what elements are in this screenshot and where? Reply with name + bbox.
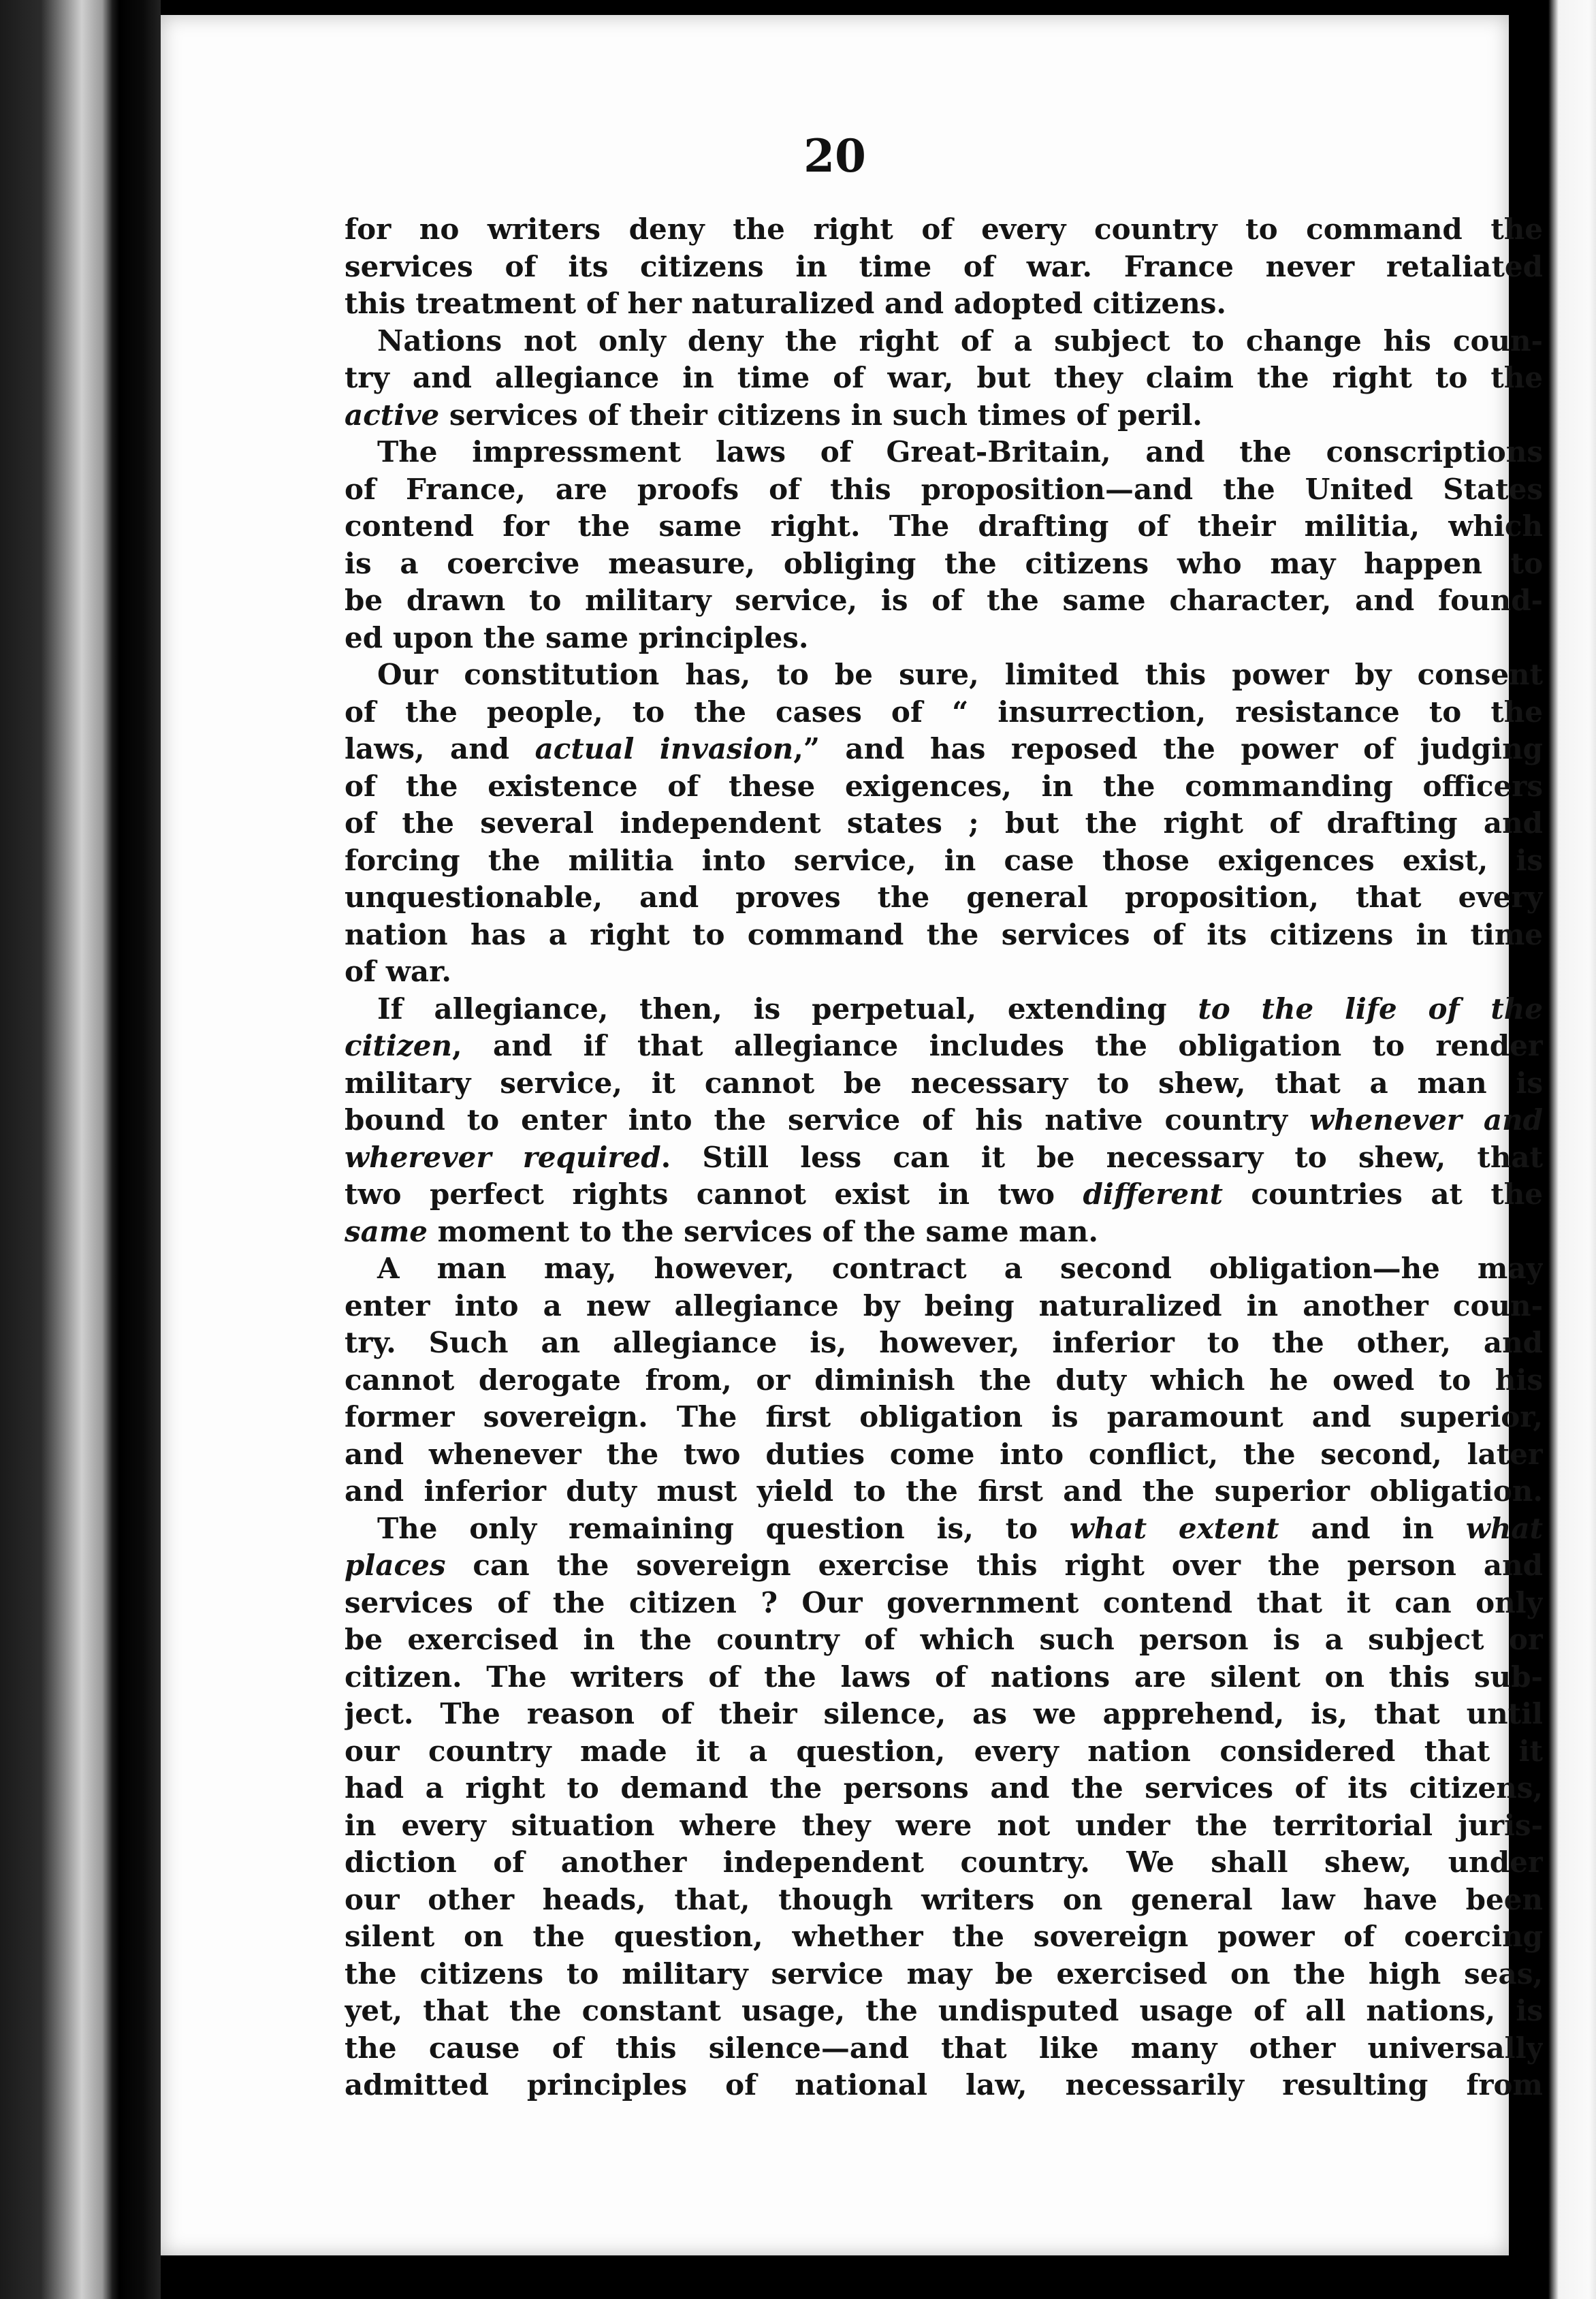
text-line: silent on the question, whether the sovereign power of coercing (345, 1920, 1543, 1953)
text-line: bound to enter into the service of his native country whenever and (345, 1103, 1543, 1137)
text-line: former sovereign. The first obligation is paramount and superior, (345, 1400, 1543, 1433)
text-line: of the several independent states ; but the right of drafting and (345, 806, 1543, 840)
text-line: wherever required. Still less can it be necessary to shew, that (345, 1140, 1543, 1174)
text-line: is a coercive measure, obliging the citizens who may happen to (345, 546, 1543, 580)
text-line: same moment to the services of the same man. (345, 1214, 1099, 1248)
book-page (161, 15, 1543, 2255)
text-line: services of the citizen ? Our government contend that it can only (345, 1585, 1543, 1619)
text-line: ject. The reason of their silence, as we apprehend, is, that until (345, 1697, 1543, 1730)
text-line: citizen. The writers of the laws of nations are silent on this sub- (345, 1660, 1543, 1694)
scan-left-edge (0, 0, 161, 2299)
text-line: The impressment laws of Great-Britain, and the conscriptions (377, 435, 1543, 469)
text-line: ed upon the same principles. (345, 620, 809, 654)
text-line: unquestionable, and proves the general proposition, that every (345, 881, 1543, 914)
text-line: the cause of this silence—and that like many other universally (345, 2031, 1543, 2065)
text-line: Nations not only deny the right of a subject to change his coun- (377, 323, 1543, 358)
text-line: enter into a new allegiance by being naturalized in another coun- (345, 1288, 1543, 1322)
text-line: Our constitution has, to be sure, limited this power by consent (377, 658, 1543, 691)
text-line: two perfect rights cannot exist in two different countries at the (345, 1177, 1543, 1211)
text-line: for no writers deny the right of every country to command the (345, 212, 1543, 246)
text-line: active services of their citizens in such times of peril. (345, 398, 1202, 432)
text-line: and inferior duty must yield to the first and the superior obligation. (345, 1474, 1543, 1508)
text-line: citizen, and if that allegiance includes the obligation to render (345, 1029, 1543, 1062)
text-line: the citizens to military service may be exercised on the high seas, (345, 1956, 1543, 1991)
text-line: of France, are proofs of this proposition—and the United States (345, 472, 1543, 506)
text-line: nation has a right to command the services of its citizens in time (345, 917, 1543, 951)
text-line: be drawn to military service, is of the same character, and found- (345, 584, 1543, 617)
text-line: yet, that the constant usage, the undisputed usage of all nations, is (345, 1994, 1543, 2027)
text-line: A man may, however, contract a second obligation—he may (377, 1252, 1543, 1285)
text-line: of the people, to the cases of “ insurrection, resistance to the (345, 695, 1543, 729)
text-line: If allegiance, then, is perpetual, extending to the life of the (377, 992, 1543, 1026)
text-line: this treatment of her naturalized and adopted citizens. (345, 287, 1227, 320)
text-line: had a right to demand the persons and the services of its citizens, (345, 1771, 1543, 1805)
text-line: forcing the militia into service, in case those exigences exist, is (345, 843, 1543, 877)
text-line: be exercised in the country of which such person is a subject or (345, 1623, 1543, 1656)
text-line: of war. (345, 955, 451, 988)
text-line: and whenever the two duties come into conflict, the second, later (345, 1437, 1543, 1471)
body-text (345, 211, 1543, 2104)
text-line: contend for the same right. The drafting of their militia, which (345, 509, 1543, 543)
text-line: admitted principles of national law, necessarily resulting from (345, 2068, 1543, 2102)
text-line: The only remaining question is, to what extent and in what (377, 1511, 1543, 1545)
text-line: laws, and actual invasion,” and has reposed the power of judging (345, 732, 1543, 765)
text-line: try and allegiance in time of war, but they claim the right to the (345, 361, 1543, 394)
text-line: try. Such an allegiance is, however, inferior to the other, and (345, 1326, 1543, 1359)
text-line: military service, it cannot be necessary to shew, that a man is (345, 1066, 1543, 1100)
text-line: cannot derogate from, or diminish the duty which he owed to his (345, 1363, 1543, 1397)
text-line: our country made it a question, every nation considered that it (345, 1734, 1543, 1768)
page-number: 20 (803, 129, 866, 183)
text-line: services of its citizens in time of war. France never retaliated (345, 249, 1543, 283)
text-line: diction of another independent country. We shall shew, under (345, 1845, 1543, 1879)
text-line: of the existence of these exigences, in the commanding officers (345, 769, 1543, 803)
text-line: our other heads, that, though writers on general law have been (345, 1882, 1543, 1916)
text-line: places can the sovereign exercise this right over the person and (345, 1549, 1543, 1582)
text-line: in every situation where they were not under the territorial juris- (345, 1808, 1543, 1842)
